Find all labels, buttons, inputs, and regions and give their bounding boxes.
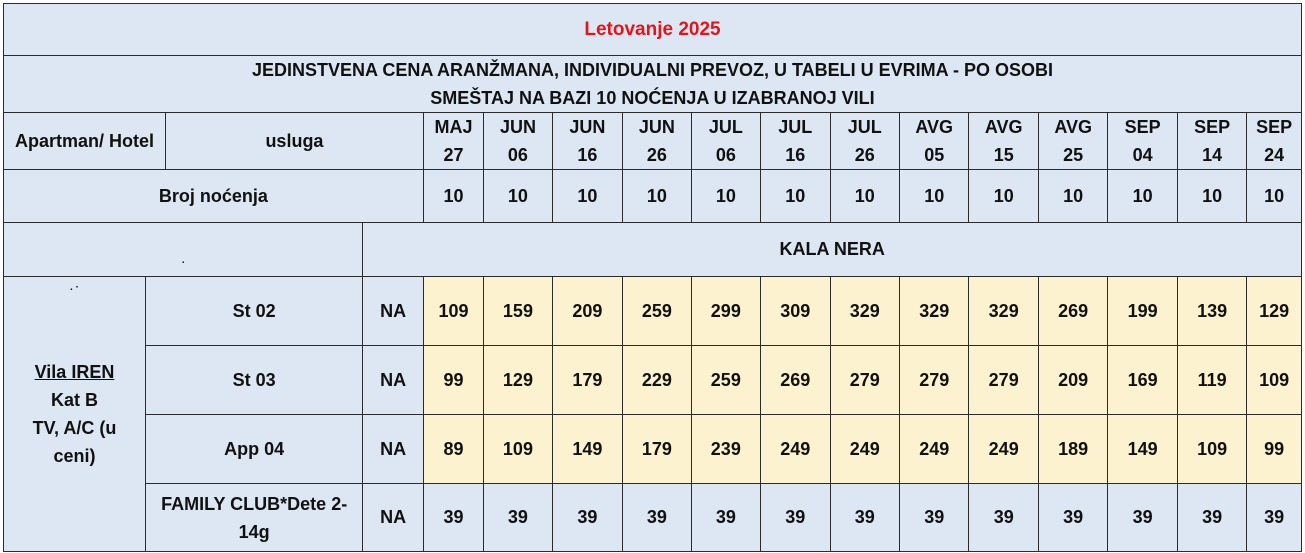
date-month: AVG xyxy=(1054,117,1092,137)
price-cell: 299 xyxy=(691,277,760,346)
service-type: NA xyxy=(363,415,423,484)
price-cell: 149 xyxy=(552,415,622,484)
header-date xyxy=(969,113,1038,170)
title-cell xyxy=(4,4,1302,56)
header-date xyxy=(1177,113,1246,170)
date-day: 16 xyxy=(785,145,806,165)
nights-value: 10 xyxy=(1247,170,1302,223)
unit-name: St 02 xyxy=(145,277,362,346)
header-date xyxy=(423,113,483,170)
unit-name-line-1: FAMILY CLUB*Dete 2- xyxy=(161,493,348,514)
price-cell: 329 xyxy=(900,277,969,346)
price-cell: 149 xyxy=(1108,415,1177,484)
section-spacer xyxy=(4,223,363,277)
price-table xyxy=(3,3,1302,552)
header-date xyxy=(552,113,622,170)
nights-value: 10 xyxy=(691,170,760,223)
date-month: JUL xyxy=(708,117,743,137)
nights-value: 10 xyxy=(1108,170,1177,223)
unit-name-line-2: 14g xyxy=(238,521,270,542)
table-row xyxy=(4,346,1302,415)
nights-label: Broj noćenja xyxy=(4,170,424,223)
price-cell: 269 xyxy=(1038,277,1107,346)
date-day: 05 xyxy=(924,145,945,165)
hotel-amenities-line-1: TV, A/C (u xyxy=(32,418,117,438)
price-cell: 109 xyxy=(423,277,483,346)
price-cell: 199 xyxy=(1108,277,1177,346)
price-cell: 39 xyxy=(1108,484,1177,552)
date-day: 06 xyxy=(715,145,736,165)
date-month: AVG xyxy=(984,117,1023,137)
price-cell: 39 xyxy=(691,484,760,552)
header-date xyxy=(1247,113,1302,170)
date-day: 06 xyxy=(507,145,528,165)
header-date xyxy=(623,113,691,170)
price-cell: 209 xyxy=(552,277,622,346)
date-day: 14 xyxy=(1202,145,1223,165)
date-month: SEP xyxy=(1194,117,1231,137)
nights-value: 10 xyxy=(1038,170,1107,223)
nights-value: 10 xyxy=(900,170,969,223)
price-cell: 279 xyxy=(900,346,969,415)
header-date xyxy=(900,113,969,170)
header-date xyxy=(1108,113,1177,170)
table-row xyxy=(4,277,1302,346)
price-cell: 229 xyxy=(623,346,691,415)
date-month: SEP xyxy=(1256,117,1293,137)
price-cell: 39 xyxy=(1177,484,1246,552)
date-month: JUN xyxy=(569,117,606,137)
date-month: MAJ xyxy=(434,117,473,137)
nights-value: 10 xyxy=(969,170,1038,223)
header-date xyxy=(484,113,552,170)
price-cell: 269 xyxy=(761,346,830,415)
nights-row xyxy=(4,170,1302,223)
nights-value: 10 xyxy=(761,170,830,223)
price-cell: 39 xyxy=(761,484,830,552)
nights-value: 10 xyxy=(423,170,483,223)
price-cell: 39 xyxy=(623,484,691,552)
price-cell: 169 xyxy=(1108,346,1177,415)
date-day: 26 xyxy=(854,145,875,165)
hotel-name: Vila IREN xyxy=(34,362,115,382)
price-cell: 109 xyxy=(484,415,552,484)
nights-value: 10 xyxy=(1177,170,1246,223)
table-row xyxy=(4,415,1302,484)
date-day: 27 xyxy=(443,145,464,165)
price-cell: 89 xyxy=(423,415,483,484)
price-cell: 249 xyxy=(900,415,969,484)
date-day: 04 xyxy=(1132,145,1153,165)
price-cell: 259 xyxy=(623,277,691,346)
header-date xyxy=(830,113,899,170)
price-cell: 179 xyxy=(623,415,691,484)
price-cell: 279 xyxy=(969,346,1038,415)
service-type: NA xyxy=(363,277,423,346)
price-cell: 99 xyxy=(423,346,483,415)
date-day: 15 xyxy=(993,145,1014,165)
date-month: JUN xyxy=(638,117,675,137)
date-month: JUN xyxy=(499,117,536,137)
date-month: JUL xyxy=(847,117,882,137)
price-cell: 159 xyxy=(484,277,552,346)
page-title: Letovanje 2025 xyxy=(584,18,721,40)
subtitle-cell xyxy=(4,56,1302,113)
price-cell: 39 xyxy=(830,484,899,552)
table-row xyxy=(4,484,1302,552)
section-row xyxy=(4,223,1302,277)
hotel-cell xyxy=(4,277,146,552)
date-month: JUL xyxy=(778,117,813,137)
price-cell: 39 xyxy=(1247,484,1302,552)
unit-name: St 03 xyxy=(145,346,362,415)
date-day: 16 xyxy=(577,145,598,165)
price-cell: 249 xyxy=(761,415,830,484)
header-hotel: Apartman/ Hotel xyxy=(4,113,166,170)
price-cell: 39 xyxy=(423,484,483,552)
price-cell: 259 xyxy=(691,346,760,415)
price-cell: 39 xyxy=(1038,484,1107,552)
hotel-amenities-line-2: ceni) xyxy=(53,446,96,466)
price-cell: 39 xyxy=(552,484,622,552)
price-cell: 99 xyxy=(1247,415,1302,484)
price-cell: 239 xyxy=(691,415,760,484)
header-date xyxy=(761,113,830,170)
header-date xyxy=(1038,113,1107,170)
nights-value: 10 xyxy=(484,170,552,223)
price-cell: 129 xyxy=(1247,277,1302,346)
price-cell: 129 xyxy=(484,346,552,415)
price-cell: 329 xyxy=(830,277,899,346)
hotel-category: Kat B xyxy=(50,390,98,410)
price-cell: 249 xyxy=(830,415,899,484)
header-date xyxy=(691,113,760,170)
header-row xyxy=(4,113,1302,170)
unit-name: App 04 xyxy=(145,415,362,484)
price-cell: 109 xyxy=(1247,346,1302,415)
service-type: NA xyxy=(363,346,423,415)
date-day: 25 xyxy=(1063,145,1084,165)
price-cell: 109 xyxy=(1177,415,1246,484)
price-cell: 279 xyxy=(830,346,899,415)
section-name: KALA NERA xyxy=(363,223,1302,277)
price-cell: 189 xyxy=(1038,415,1107,484)
hotel-mark: . · xyxy=(70,282,79,293)
price-cell: 119 xyxy=(1177,346,1246,415)
nights-value: 10 xyxy=(623,170,691,223)
section-mark: . xyxy=(181,255,185,266)
price-cell: 209 xyxy=(1038,346,1107,415)
price-cell: 329 xyxy=(969,277,1038,346)
date-day: 26 xyxy=(646,145,667,165)
subtitle-line-2: SMEŠTAJ NA BAZI 10 NOĆENJA U IZABRANOJ VILI xyxy=(430,88,875,108)
date-month: AVG xyxy=(915,117,954,137)
nights-value: 10 xyxy=(830,170,899,223)
price-cell: 139 xyxy=(1177,277,1246,346)
date-month: SEP xyxy=(1124,117,1161,137)
price-cell: 179 xyxy=(552,346,622,415)
price-cell: 39 xyxy=(900,484,969,552)
price-cell: 309 xyxy=(761,277,830,346)
nights-value: 10 xyxy=(552,170,622,223)
unit-name xyxy=(145,484,362,552)
header-service: usluga xyxy=(166,113,424,170)
price-cell: 39 xyxy=(484,484,552,552)
date-day: 24 xyxy=(1264,145,1285,165)
subtitle-line-1: JEDINSTVENA CENA ARANŽMANA, INDIVIDUALNI PREVOZ, U TABELI U EVRIMA - PO OSOBI xyxy=(251,60,1054,80)
price-cell: 39 xyxy=(969,484,1038,552)
price-cell: 249 xyxy=(969,415,1038,484)
service-type: NA xyxy=(363,484,423,552)
